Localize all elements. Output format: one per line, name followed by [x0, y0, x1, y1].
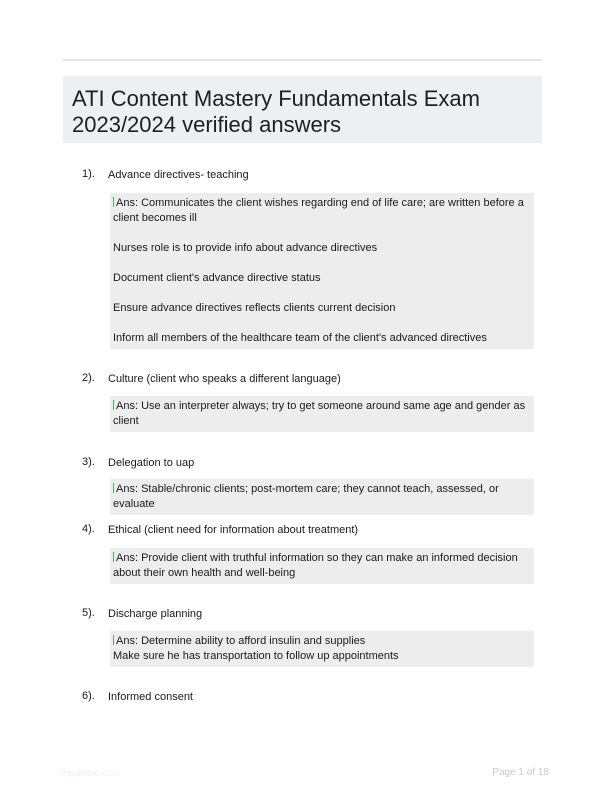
page-title: ATI Content Mastery Fundamentals Exam 2023/2024 verified answers: [72, 86, 480, 137]
question-number: 2).: [82, 372, 95, 384]
title-banner: [63, 76, 542, 143]
question-number: 5).: [82, 607, 95, 619]
top-divider: [63, 59, 542, 61]
question-number: 1).: [82, 168, 95, 180]
answer-marker: [113, 197, 114, 207]
answer-line: Ans: Provide client with truthful information so they can make an informed decision about their own health and well-being: [113, 552, 518, 579]
question-number: 3).: [82, 456, 95, 468]
answer-marker: [113, 552, 114, 562]
answer-box: [110, 479, 534, 515]
page-number: Page 1 of 18: [492, 767, 549, 778]
question-number: 6).: [82, 690, 95, 702]
answer-marker: [113, 400, 114, 410]
answer-marker: [113, 483, 114, 493]
question-text: Ethical (client need for information about treatment): [108, 524, 359, 536]
answer-line: Document client's advance directive status: [113, 272, 321, 284]
question-text: Informed consent: [108, 691, 193, 703]
answer-box: [110, 193, 534, 349]
answer-box: [110, 548, 534, 584]
question-text: Discharge planning: [108, 608, 203, 620]
answer-line: Inform all members of the healthcare team of the client's advanced directives: [113, 332, 487, 344]
answer-marker: [113, 635, 114, 645]
question-text: Advance directives- teaching: [108, 169, 249, 181]
answer-line: Make sure he has transportation to follow up appointments: [113, 650, 399, 662]
answer-box: [110, 396, 534, 432]
answer-line: Ans: Determine ability to afford insulin and supplies: [113, 634, 530, 649]
question-number: 4).: [82, 523, 95, 535]
question-text: Culture (client who speaks a different language): [108, 373, 341, 385]
answer-line: Ans: Use an interpreter always; try to get someone around same age and gender as client: [113, 400, 526, 427]
answer-line: Ans: Communicates the client wishes regarding end of life care; are written before a client becomes ill: [113, 197, 524, 224]
answer-line: Ensure advance directives reflects clients current decision: [113, 302, 396, 314]
question-text: Delegation to uap: [108, 457, 195, 469]
answer-line: Nurses role is to provide info about advance directives: [113, 242, 378, 254]
footer-watermark: Paperlibic.com: [60, 768, 120, 778]
answer-line: Ans: Stable/chronic clients; post-mortem care; they cannot teach, assessed, or evaluate: [113, 483, 499, 510]
answer-box: [110, 631, 534, 667]
